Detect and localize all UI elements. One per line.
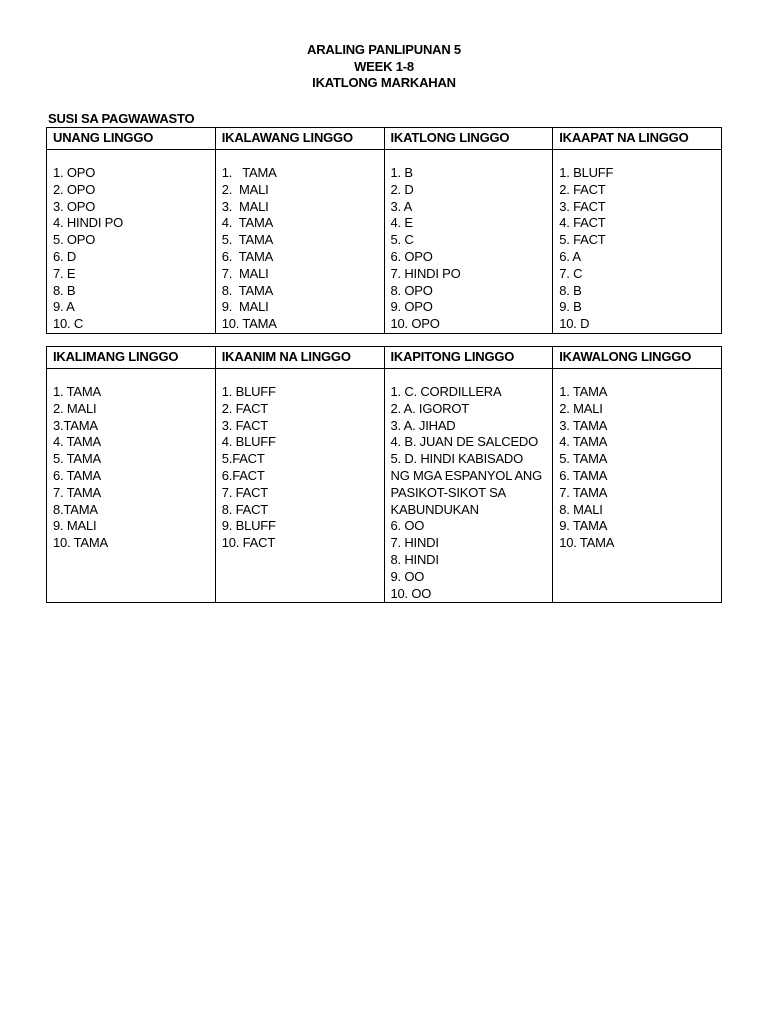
answer-item: 2. MALI: [559, 400, 603, 416]
subject-title: ARALING PANLIPUNAN 5: [307, 42, 461, 57]
week-5-heading: IKALIMANG LINGGO: [47, 347, 216, 369]
week-5-answers: [47, 369, 216, 603]
answer-item: 3.TAMA: [53, 417, 98, 433]
answer-item: 5. OPO: [53, 232, 96, 248]
answer-item: 1. TAMA: [559, 384, 608, 399]
answer-item: 8. OPO: [390, 282, 433, 298]
answer-item: 3. OPO: [53, 198, 96, 214]
week-4-heading: IKAAPAT NA LINGGO: [553, 128, 722, 150]
answer-item: 1. OPO: [53, 165, 96, 180]
answer-item: 3. MALI: [221, 198, 269, 214]
answer-item: 5. TAMA: [53, 451, 101, 467]
answer-item: PASIKOT-SIKOT SA: [390, 484, 507, 500]
answer-item: 9. OO: [390, 568, 425, 584]
answer-item: 7. TAMA: [53, 484, 101, 500]
week-3-heading: IKATLONG LINGGO: [384, 128, 553, 150]
week-6-heading: IKAANIM NA LINGGO: [215, 347, 384, 369]
answer-item: 9. B: [559, 299, 582, 315]
answer-item: 8. MALI: [559, 501, 603, 517]
answer-item: 7. HINDI: [390, 535, 439, 551]
answer-item: 3. FACT: [221, 417, 269, 433]
answer-item: 2. FACT: [221, 400, 269, 416]
answer-item: 10. D: [559, 316, 590, 332]
answer-item: 6. TAMA: [221, 248, 274, 264]
week-4-answers: [553, 150, 722, 334]
answer-item: 9. OPO: [390, 299, 433, 315]
answer-item: 1. BLUFF: [559, 165, 614, 180]
answer-key-table-weeks-1-4: [46, 127, 722, 334]
week-7-heading: IKAPITONG LINGGO: [384, 347, 553, 369]
answer-item: 5.FACT: [221, 451, 265, 467]
answer-item: 6. TAMA: [53, 467, 101, 483]
weeks-subtitle: WEEK 1-8: [354, 58, 414, 74]
answer-item: 6. OO: [390, 518, 425, 534]
answer-item: 8. B: [53, 282, 76, 298]
answer-item: 7. C: [559, 265, 583, 281]
answer-item: KABUNDUKAN: [390, 501, 479, 517]
answer-item: 4. TAMA: [559, 434, 608, 450]
answer-item: 8. FACT: [221, 501, 269, 517]
answer-item: 4. BLUFF: [221, 434, 276, 450]
answer-item: 7. HINDI PO: [390, 265, 461, 281]
quarter-subtitle: IKATLONG MARKAHAN: [312, 75, 456, 90]
answer-item: 9. A: [53, 299, 75, 315]
week-6-answers: [215, 369, 384, 603]
answer-item: 8. HINDI: [390, 551, 439, 567]
answer-item: 4. E: [390, 215, 413, 231]
answer-item: 10. TAMA: [221, 316, 277, 332]
week-1-answers: [47, 150, 216, 334]
answer-item: 2. FACT: [559, 181, 606, 197]
answer-item: 9. BLUFF: [221, 518, 276, 534]
answer-item: 5. FACT: [559, 232, 606, 248]
answer-item: 9. MALI: [221, 299, 269, 315]
answer-item: 4. TAMA: [221, 215, 274, 231]
document-title: [0, 42, 768, 92]
answer-item: 7. E: [53, 265, 76, 281]
answer-item: 10. OO: [390, 585, 432, 601]
answer-item: 6. D: [53, 248, 77, 264]
answer-key-label: SUSI SA PAGWAWASTO: [48, 111, 195, 126]
week-2-heading: IKALAWANG LINGGO: [215, 128, 384, 150]
answer-item: 1. B: [390, 165, 413, 180]
answer-item: 5. D. HINDI KABISADO: [390, 451, 524, 467]
answer-item: 10. OPO: [390, 316, 440, 332]
answer-item: 2. MALI: [221, 181, 269, 197]
answer-item: 2. D: [390, 181, 414, 197]
week-1-heading: UNANG LINGGO: [47, 128, 216, 150]
answer-item: 3. FACT: [559, 198, 606, 214]
answer-item: 8. TAMA: [221, 282, 274, 298]
answer-item: 10. FACT: [221, 535, 276, 551]
answer-item: 10. C: [53, 316, 84, 332]
answer-item: 7. TAMA: [559, 484, 608, 500]
answer-item: 3. A: [390, 198, 413, 214]
answer-key-table-weeks-5-8: [46, 346, 722, 603]
answer-item: 9. MALI: [53, 518, 97, 534]
answer-item: 10. TAMA: [53, 535, 108, 551]
answer-item: 7. FACT: [221, 484, 269, 500]
answer-item: 5. TAMA: [221, 232, 274, 248]
answer-item: 2. MALI: [53, 400, 97, 416]
answer-item: 2. A. IGOROT: [390, 400, 470, 416]
answer-item: 10. TAMA: [559, 535, 615, 551]
answer-item: 1. BLUFF: [221, 384, 276, 399]
answer-item: 2. OPO: [53, 181, 96, 197]
answer-item: 4. TAMA: [53, 434, 101, 450]
answer-item: 6. TAMA: [559, 467, 608, 483]
answer-item: 4. HINDI PO: [53, 215, 124, 231]
answer-item: 9. TAMA: [559, 518, 608, 534]
answer-item: 5. C: [390, 232, 414, 248]
answer-item: 1. TAMA: [221, 165, 277, 180]
week-2-answers: [215, 150, 384, 334]
answer-item: 1. C. CORDILLERA: [390, 384, 502, 399]
week-8-answers: [553, 369, 722, 603]
answer-item: 5. TAMA: [559, 451, 608, 467]
answer-item: 8. B: [559, 282, 582, 298]
answer-item: 1. TAMA: [53, 384, 101, 399]
answer-item: 3. A. JIHAD: [390, 417, 456, 433]
answer-item: 4. FACT: [559, 215, 606, 231]
answer-item: 3. TAMA: [559, 417, 608, 433]
week-7-answers: [384, 369, 553, 603]
answer-item: 8.TAMA: [53, 501, 98, 517]
week-3-answers: [384, 150, 553, 334]
answer-item: NG MGA ESPANYOL ANG: [390, 467, 543, 483]
week-8-heading: IKAWALONG LINGGO: [553, 347, 722, 369]
answer-item: 6.FACT: [221, 467, 265, 483]
answer-item: 6. A: [559, 248, 581, 264]
answer-item: 4. B. JUAN DE SALCEDO: [390, 434, 539, 450]
answer-item: 7. MALI: [221, 265, 269, 281]
answer-item: 6. OPO: [390, 248, 433, 264]
